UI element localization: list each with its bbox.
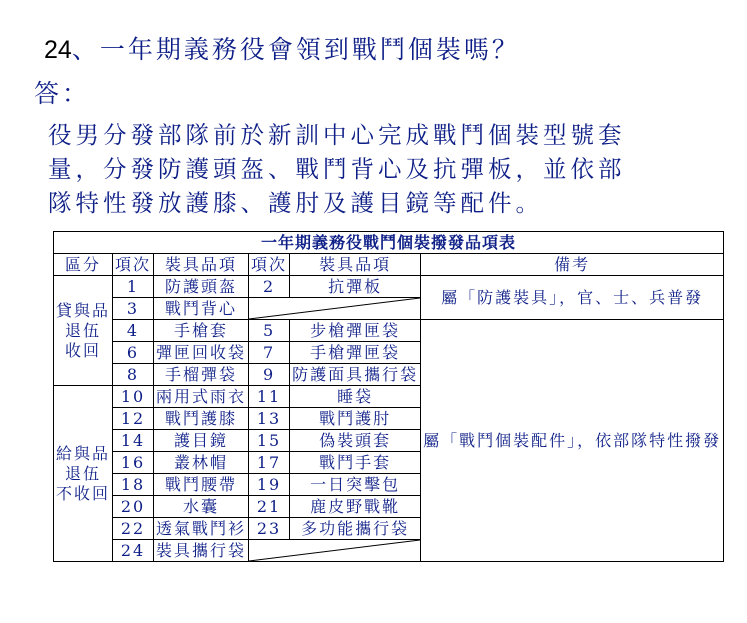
header-category: 區分	[54, 254, 113, 276]
item-name: 戰鬥手套	[290, 452, 421, 474]
item-name: 戰鬥護膝	[154, 408, 249, 430]
group-line: 不收回	[56, 483, 111, 503]
item-no: 19	[249, 474, 290, 496]
item-name: 手槍套	[154, 320, 249, 342]
item-no: 7	[249, 342, 290, 364]
item-no: 21	[249, 496, 290, 518]
empty-cell	[249, 540, 421, 562]
item-no: 14	[113, 430, 154, 452]
diagonal-slash	[249, 298, 420, 319]
item-name: 手槍彈匣袋	[290, 342, 421, 364]
item-name: 防護面具攜行袋	[290, 364, 421, 386]
item-no: 18	[113, 474, 154, 496]
item-name: 透氣戰鬥衫	[154, 518, 249, 540]
item-name: 睡袋	[290, 386, 421, 408]
item-name: 水囊	[154, 496, 249, 518]
remark-protective: 屬「防護裝具」，官、士、兵普發	[421, 276, 724, 320]
item-no: 17	[249, 452, 290, 474]
item-name: 防護頭盔	[154, 276, 249, 298]
item-no: 4	[113, 320, 154, 342]
group-line: 收回	[65, 340, 102, 360]
answer-line: 隊特性發放護膝、護肘及護目鏡等配件。	[48, 189, 543, 217]
item-no: 23	[249, 518, 290, 540]
answer-paragraph	[48, 118, 708, 220]
item-name: 戰鬥腰帶	[154, 474, 249, 496]
group-returned	[54, 276, 113, 386]
header-remark: 備考	[421, 254, 724, 276]
item-no: 20	[113, 496, 154, 518]
item-name: 步槍彈匣袋	[290, 320, 421, 342]
answer-line: 役男分發部隊前於新訓中心完成戰鬥個裝型號套	[48, 121, 626, 149]
item-name: 抗彈板	[290, 276, 421, 298]
item-name: 多功能攜行袋	[290, 518, 421, 540]
item-no: 22	[113, 518, 154, 540]
item-name: 戰鬥護肘	[290, 408, 421, 430]
item-no: 10	[113, 386, 154, 408]
item-no: 5	[249, 320, 290, 342]
diagonal-slash	[249, 540, 420, 561]
equipment-table	[53, 231, 724, 562]
table-row	[54, 276, 724, 298]
item-name: 叢林帽	[154, 452, 249, 474]
question-number: 24	[44, 36, 72, 64]
header-item-name: 裝具品項	[154, 254, 249, 276]
item-no: 1	[113, 276, 154, 298]
table-title: 一年期義務役戰鬥個裝撥發品項表	[54, 232, 724, 254]
item-name: 手榴彈袋	[154, 364, 249, 386]
item-name: 裝具攜行袋	[154, 540, 249, 562]
item-no: 6	[113, 342, 154, 364]
table-title-row	[54, 232, 724, 254]
remark-combat: 屬「戰鬥個裝配件」，依部隊特性撥發	[421, 320, 724, 562]
item-no: 9	[249, 364, 290, 386]
question-heading	[44, 30, 520, 66]
empty-cell	[249, 298, 421, 320]
item-no: 12	[113, 408, 154, 430]
header-item-no: 項次	[249, 254, 290, 276]
item-name: 一日突擊包	[290, 474, 421, 496]
item-name: 彈匣回收袋	[154, 342, 249, 364]
item-no: 15	[249, 430, 290, 452]
item-name: 鹿皮野戰靴	[290, 496, 421, 518]
item-no: 24	[113, 540, 154, 562]
group-line: 給與品	[56, 443, 111, 463]
group-line: 退伍	[65, 320, 102, 340]
item-no: 11	[249, 386, 290, 408]
item-no: 2	[249, 276, 290, 298]
group-line: 退伍	[65, 463, 102, 483]
question-text: 、一年期義務役會領到戰鬥個裝嗎？	[71, 35, 520, 64]
group-kept	[54, 386, 113, 562]
item-name: 戰鬥背心	[154, 298, 249, 320]
answer-label: 答：	[34, 79, 91, 108]
answer-line: 量，分發防護頭盔、戰鬥背心及抗彈板，並依部	[48, 155, 626, 183]
item-name: 兩用式雨衣	[154, 386, 249, 408]
item-name: 偽裝頭套	[290, 430, 421, 452]
item-no: 13	[249, 408, 290, 430]
table-header-row	[54, 254, 724, 276]
header-item-name: 裝具品項	[290, 254, 421, 276]
table-row	[54, 320, 724, 342]
item-no: 3	[113, 298, 154, 320]
group-line: 貸與品	[56, 300, 111, 320]
item-no: 16	[113, 452, 154, 474]
item-name: 護目鏡	[154, 430, 249, 452]
header-item-no: 項次	[113, 254, 154, 276]
item-no: 8	[113, 364, 154, 386]
